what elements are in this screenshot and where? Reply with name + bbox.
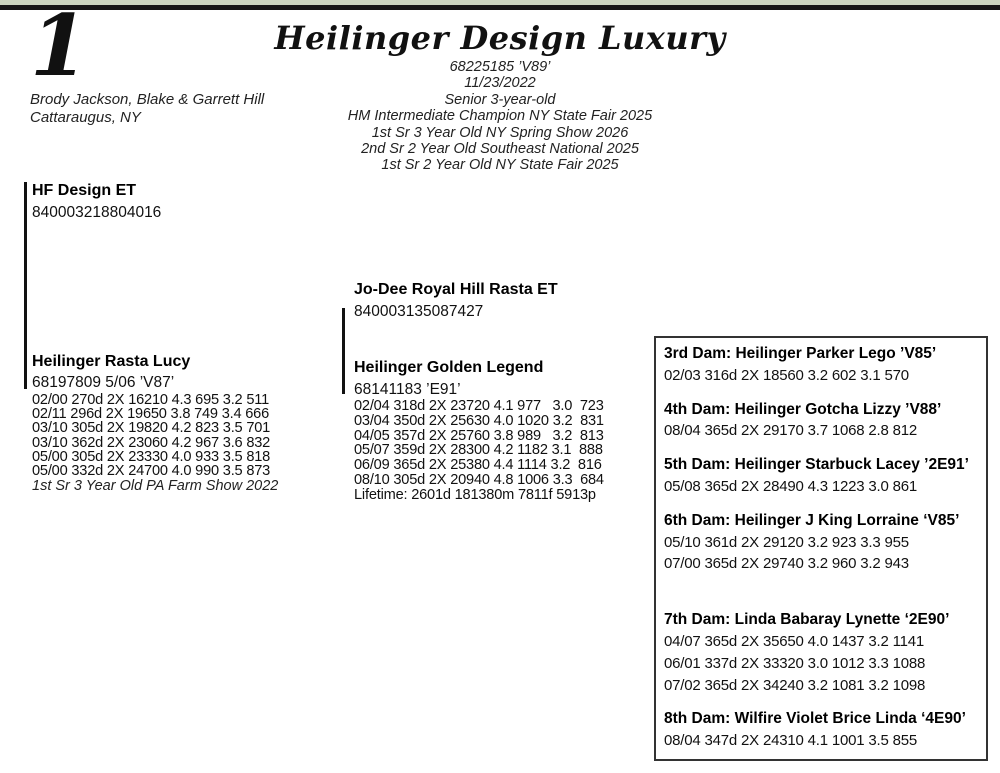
lactation-record: 07/00 365d 2X 29740 3.2 960 3.2 943 — [664, 555, 909, 573]
lactation-record: 06/09 365d 2X 25380 4.4 1114 3.2 816 — [354, 457, 602, 474]
lactation-record: 04/07 365d 2X 35650 4.0 1437 3.2 1141 — [664, 632, 925, 650]
lactation-record: 08/04 347d 2X 24310 4.1 1001 3.5 855 — [664, 732, 918, 750]
dam-group-8th — [664, 708, 978, 752]
award-line: 2nd Sr 2 Year Old Southeast National 2025 — [361, 141, 639, 158]
dam-title: 5th Dam: Heilinger Starbuck Lacey ’2E91’ — [664, 456, 969, 474]
lactation-record: 05/00 305d 2X 23330 4.0 933 3.5 818 — [32, 448, 271, 465]
dam-group-5th — [664, 454, 978, 498]
dam-show-note: 1st Sr 3 Year Old PA Farm Show 2022 — [32, 478, 279, 494]
lactation-record: 06/01 337d 2X 33320 3.0 1012 3.3 1088 — [664, 654, 926, 672]
animal-header — [230, 20, 770, 174]
lactation-record: 03/10 305d 2X 19820 4.2 823 3.5 701 — [32, 420, 271, 437]
maternal-line-box — [654, 336, 988, 761]
animal-subheader — [230, 59, 770, 174]
dam-group-7th — [664, 609, 978, 696]
lactation-record: 03/04 350d 2X 25630 4.0 1020 3.2 831 — [354, 412, 604, 429]
grand-dam-pedigree-bracket — [342, 308, 345, 394]
lactation-record: 04/05 357d 2X 25760 3.8 989 3.2 813 — [354, 427, 604, 444]
lactation-record: 05/07 359d 2X 28300 4.2 1182 3.1 888 — [354, 442, 603, 459]
dam-group-6th — [664, 510, 978, 575]
lot-number: 1 — [30, 0, 89, 95]
dam-sire-id: 840003135087427 — [354, 303, 484, 320]
lactation-record: 03/10 362d 2X 23060 4.2 967 3.6 832 — [32, 434, 271, 451]
registration-id: 68225185 ’V89’ — [449, 59, 551, 75]
lactation-record: 07/02 365d 2X 34240 3.2 1081 3.2 1098 — [664, 676, 926, 694]
animal-title: Heilinger Design Luxury — [274, 19, 726, 57]
award-line: 1st Sr 2 Year Old NY State Fair 2025 — [381, 157, 619, 174]
award-line: 1st Sr 3 Year Old NY Spring Show 2026 — [371, 124, 629, 141]
grand-dam-id: 68141183 ’E91’ — [354, 381, 461, 398]
dam-title: 7th Dam: Linda Babaray Lynette ‘2E90’ — [664, 611, 950, 629]
birth-date: 11/23/2022 — [464, 75, 536, 92]
dam-group-3rd — [664, 343, 978, 387]
grand-dam-name: Heilinger Golden Legend — [354, 359, 544, 376]
lactation-record: 05/00 332d 2X 24700 4.0 990 3.5 873 — [32, 463, 271, 480]
dam-sire-name: Jo-Dee Royal Hill Rasta ET — [354, 281, 558, 298]
age-class: Senior 3-year-old — [444, 91, 556, 108]
lactation-record: 05/08 365d 2X 28490 4.3 1223 3.0 861 — [664, 477, 918, 495]
dam-title: 6th Dam: Heilinger J King Lorraine ‘V85’ — [664, 511, 960, 529]
lifetime-record: Lifetime: 2601d 181380m 7811f 5913p — [354, 486, 596, 503]
dam-title: 8th Dam: Wilfire Violet Brice Linda ‘4E90’ — [664, 710, 966, 728]
lactation-record: 02/11 296d 2X 19650 3.8 749 3.4 666 — [32, 406, 269, 423]
dam-id: 68197809 5/06 ’V87’ — [32, 374, 175, 391]
lactation-record: 05/10 361d 2X 29120 3.2 923 3.3 955 — [664, 533, 909, 551]
page-top-rule — [0, 5, 1000, 10]
award-line: HM Intermediate Champion NY State Fair 2025 — [347, 108, 653, 125]
lactation-record: 02/04 318d 2X 23720 4.1 977 3.0 723 — [354, 398, 604, 414]
dam-title: 4th Dam: Heilinger Gotcha Lizzy ’V88’ — [664, 400, 942, 418]
dam-name: Heilinger Rasta Lucy — [32, 353, 191, 370]
consignor-location: Cattaraugus, NY — [30, 109, 141, 126]
lactation-record: 02/03 316d 2X 18560 3.2 602 3.1 570 — [664, 366, 909, 384]
dam-group-4th — [664, 399, 978, 443]
sire-id: 840003218804016 — [32, 204, 162, 221]
lactation-record: 08/10 305d 2X 20940 4.8 1006 3.3 684 — [354, 471, 604, 488]
grand-dam-lactation-records — [354, 399, 604, 503]
sire-pedigree-bracket — [24, 182, 27, 389]
consignor-names: Brody Jackson, Blake & Garrett Hill — [30, 91, 265, 108]
dam-title: 3rd Dam: Heilinger Parker Lego ’V85’ — [664, 345, 937, 362]
lactation-record: 02/00 270d 2X 16210 4.3 695 3.2 511 — [32, 392, 269, 408]
lactation-record: 08/04 365d 2X 29170 3.7 1068 2.8 812 — [664, 422, 918, 440]
dam-lactation-records — [32, 393, 270, 478]
sire-name: HF Design ET — [32, 182, 137, 199]
